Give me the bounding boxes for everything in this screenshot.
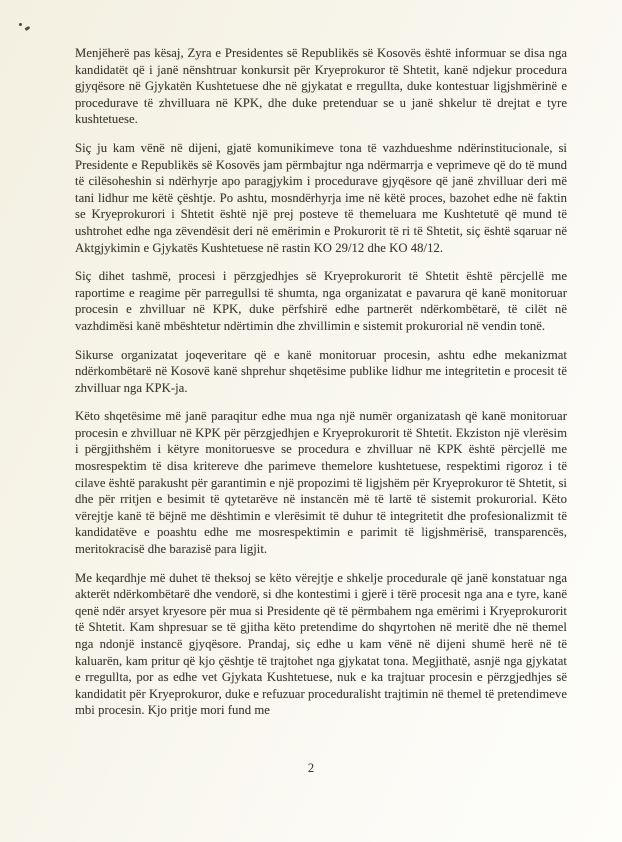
page-number: 2 bbox=[307, 761, 315, 775]
paragraph-3: Siç dihet tashmë, procesi i përzgjedhjes së Kryeprokurorit të Shtetit është përcjellë me raportime e reagime për parregullsi të shumta, nga organizatat e pavarura që kanë monitoruar procesin e zhvilluar në KPK, duke përfshirë edhe partnerët ndërkombëtarë, të cilët në vazhdimësi kanë mbështetur ndërtimin dhe zhvillimin e sistemit prokurorial në vendin tonë. bbox=[75, 269, 567, 333]
stray-ink-mark-icon bbox=[19, 23, 31, 33]
ink-speck bbox=[25, 26, 30, 31]
paragraph-4: Sikurse organizatat joqeveritare që e kanë monitoruar procesin, ashtu edhe mekanizmat ndërkombëtarë në Kosovë kanë shprehur shqetësime publike lidhur me integritetin e procesit të zhvilluar nga KPK-ja. bbox=[75, 347, 567, 395]
letter-body bbox=[75, 45, 567, 719]
paragraph-6: Me keqardhje më duhet të theksoj se këto vërejtje e shkelje procedurale që janë konstatuar nga akterët ndërkombëtarë dhe vendorë, si dhe kontestimi i gjerë i tërë procesit nga ana e tyre, kanë qenë ndër arsyet kryesore për mua si Presidente që të përmbahem nga emërimi i Kryeprokurorit të Shtetit. Kam shpresuar se të gjitha këto pretendime do shqyrtohen në meritë dhe në themel nga ndonjë instancë gjyqësore. Prandaj, siç edhe u kam vënë në dijeni shumë herë në të kaluarën, kam pritur që kjo çështje të trajtohet nga gjykatat tona. Megjithatë, asnjë nga gjykatat e rregullta, por as edhe vet Gjykata Kushtetuese, nuk e ka trajtuar procesin e përzgjedhjes së kandidatit për Kryeprokuror, duke e refuzuar proceduralisht trajtimin në themel të pretendimeve mbi procesin. Kjo pritje mori fund me bbox=[75, 570, 567, 718]
paragraph-2: Siç ju kam vënë në dijeni, gjatë komunikimeve tona të vazhdueshme ndërinstitucionale, si Presidente e Republikës së Kosovës jam përmbajtur nga ndërmarrja e veprimeve që do të mund të cilësoheshin si ndërhyrje apo paragjykim i procedurave gjyqësore që janë zhvilluar deri më tani lidhur me këtë çështje. Po ashtu, mosndërhyrja ime në këtë proces, bazohet edhe në faktin se Kryeprokurori i Shtetit është një prej posteve të themeluara me Kushtetutë që mund të ushtrohet edhe nga zëvendësit deri në emërimin e Prokurorit të ri të Shtetit, siç është sqaruar në Aktgjykimin e Gjykatës Kushtetuese në rastin KO 29/12 dhe KO 48/12. bbox=[75, 140, 567, 255]
paragraph-1: Menjëherë pas kësaj, Zyra e Presidentes së Republikës së Kosovës është informuar se disa nga kandidatët që i janë nënshtruar konkursit për Kryeprokuror të Shtetit, kanë ndjekur procedura gjyqësore në Gjykatën Kushtetuese dhe në gjykatat e rregullta, duke kontestuar ligjshmërinë e procedurave të zhvilluara në KPK, dhe duke pretenduar se u janë shkelur të drejtat e tyre kushtetuese. bbox=[75, 46, 567, 127]
paragraph-5: Këto shqetësime më janë paraqitur edhe mua nga një numër organizatash që kanë monitoruar procesin e zhvilluar në KPK për përzgjedhjen e Kryeprokurorit të Shtetit. Ekziston një vlerësim i përgjithshëm i këtyre monitoruesve se procedura e zhvilluar në KPK është përcjellë me mosrespektim të disa kritereve dhe parimeve themelore kushtetuese, respektimi rigoroz i të cilave është parakusht për garantimin e një propozimi të ligjshëm për Kryeprokuror të Shtetit, si dhe për rritjen e besimit të qytetarëve në instancën më të lartë të sistemit prokurorial. Këto vërejtje kanë të bëjnë me dështimin e vlerësimit të duhur të integritetit dhe profesionalizmit të kandidatëve e poashtu edhe me mosrespektimin e parimit të ligjshmërisë, transparencës, meritokracisë dhe barazisë para ligjit. bbox=[75, 409, 567, 557]
ink-speck bbox=[19, 23, 23, 26]
